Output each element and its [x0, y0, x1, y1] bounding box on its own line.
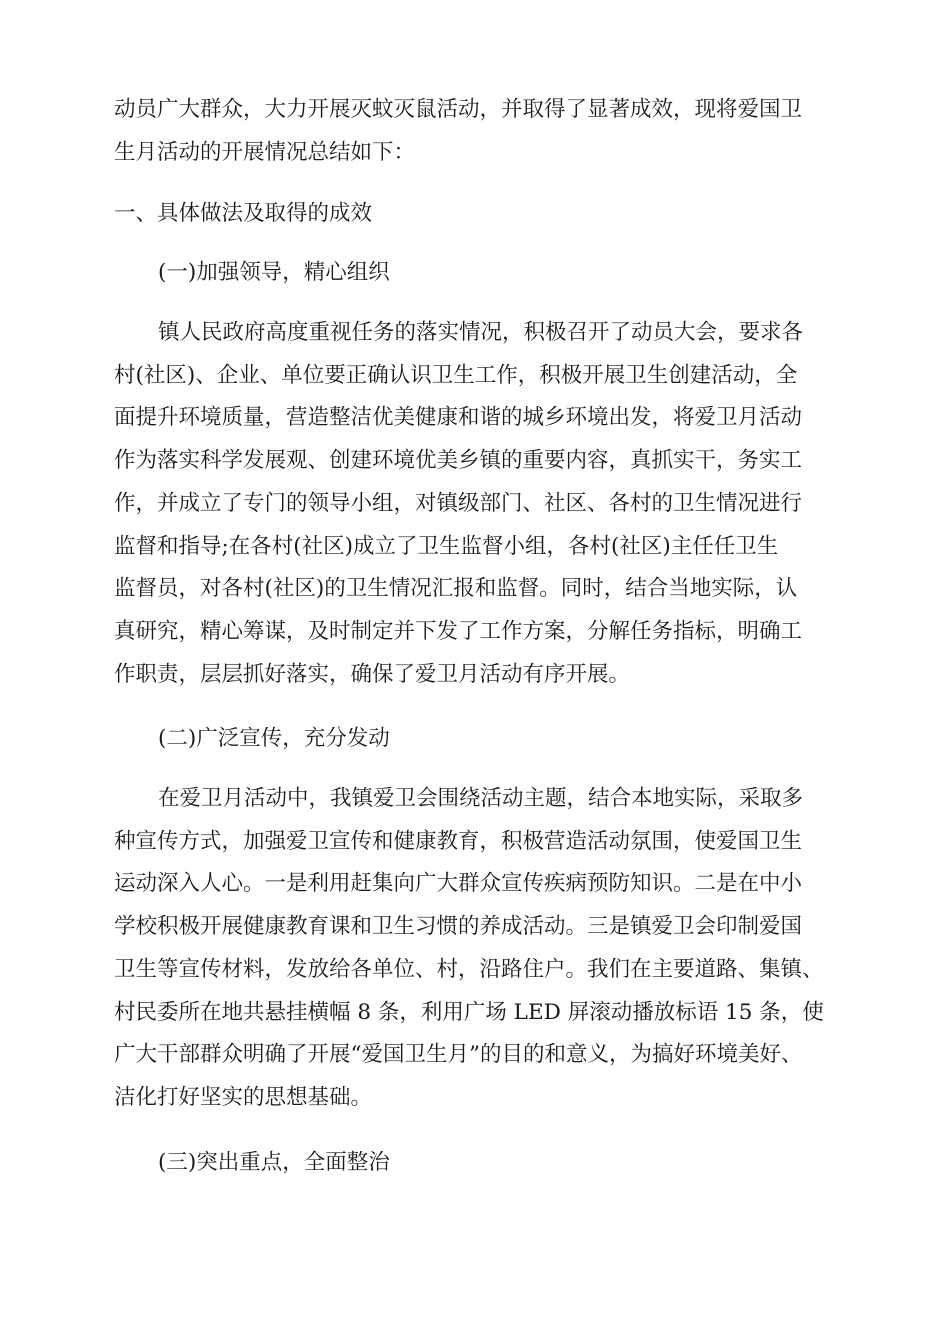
paragraph-2 [114, 778, 824, 1120]
text-line: 广大干部群众明确了开展“爱国卫生月”的目的和意义，为搞好环境美好、 [114, 1042, 803, 1068]
text-line: 面提升环境质量，营造整洁优美健康和谐的城乡环境出发，将爱卫月活动 [114, 405, 803, 431]
section-1-title: 一、具体做法及取得的成效 [114, 201, 373, 226]
text-line: 监督员，对各村(社区)的卫生情况汇报和监督。同时，结合当地实际，认 [114, 576, 798, 602]
subsection-1-title: (一)加强领导，精心组织 [158, 260, 390, 285]
intro-paragraph [114, 89, 802, 174]
subsection-2-title: (二)广泛宣传，充分发动 [158, 726, 390, 751]
text-line: 镇人民政府高度重视任务的落实情况，积极召开了动员大会，要求各 [158, 320, 804, 345]
text-line: 作为落实科学发展观、创建环境优美乡镇的重要内容，真抓实干，务实工 [114, 448, 803, 474]
text-line: 真研究，精心筹谋，及时制定并下发了工作方案，分解任务指标，明确工 [114, 618, 803, 644]
text-line: 洁化打好坚实的思想基础。 [114, 1084, 373, 1110]
text-line: 运动深入人心。一是利用赶集向广大群众宣传疾病预防知识。二是在中小 [114, 871, 803, 897]
text-line: 动员广大群众，大力开展灭蚊灭鼠活动，并取得了显著成效，现将爱国卫 [114, 97, 803, 122]
subsection-3-title: (三)突出重点，全面整治 [158, 1150, 390, 1175]
text-line: 种宣传方式，加强爱卫宣传和健康教育，积极营造活动氛围，使爱国卫生 [114, 828, 803, 854]
text-line: 学校积极开展健康教育课和卫生习惯的养成活动。三是镇爱卫会印制爱国 [114, 914, 803, 940]
text-line: 村民委所在地共悬挂横幅 8 条，利用广场 LED 屏滚动播放标语 15 条，使 [114, 999, 824, 1025]
text-line: 监督和指导;在各村(社区)成立了卫生监督小组，各村(社区)主任任卫生 [114, 533, 779, 559]
text-line: 作，并成立了专门的领导小组，对镇级部门、社区、各村的卫生情况进行 [114, 490, 803, 516]
text-line: 生月活动的开展情况总结如下： [114, 139, 416, 165]
text-line: 村(社区)、企业、单位要正确认识卫生工作，积极开展卫生创建活动，全 [114, 362, 798, 388]
text-line: 作职责，层层抓好落实，确保了爱卫月活动有序开展。 [114, 661, 631, 687]
text-line: 卫生等宣传材料，发放给各单位、村，沿路住户。我们在主要道路、集镇、 [114, 956, 824, 982]
paragraph-1 [114, 312, 803, 696]
text-line: 在爱卫月活动中，我镇爱卫会围绕活动主题，结合本地实际，采取多 [158, 786, 804, 811]
